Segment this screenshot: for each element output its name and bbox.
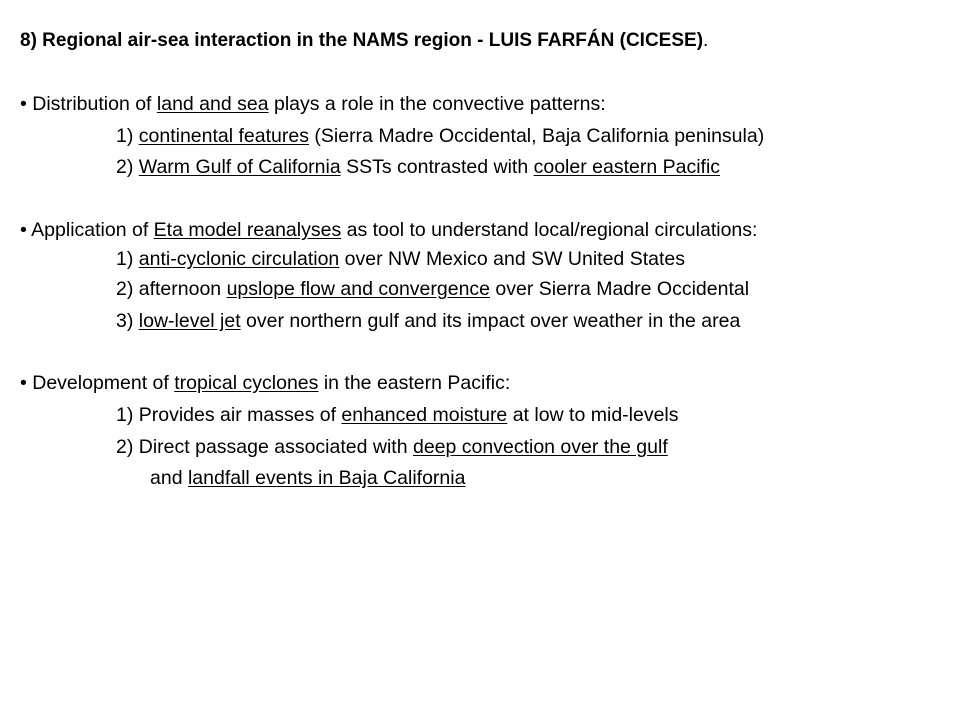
text-segment: and — [150, 467, 188, 489]
text-segment: 2) Direct passage associated with — [116, 436, 413, 458]
text-segment: as tool to understand local/regional circulations: — [341, 219, 758, 241]
item-landfall-events — [150, 466, 465, 490]
item-warm-gulf — [116, 155, 720, 179]
text-segment: over northern gulf and its impact over weather in the area — [240, 310, 741, 332]
underlined-phrase: low-level jet — [138, 310, 241, 332]
text-segment: SSTs contrasted with — [340, 156, 534, 178]
underlined-phrase: Eta model reanalyses — [153, 219, 342, 241]
text-segment: 2) afternoon — [116, 278, 227, 300]
text-segment: over NW Mexico and SW United States — [339, 248, 685, 270]
text-segment: 1) — [116, 125, 139, 147]
underlined-phrase: cooler eastern Pacific — [533, 156, 721, 178]
text-segment: plays a role in the convective patterns: — [268, 93, 606, 115]
text-segment: • Distribution of — [20, 93, 157, 115]
text-segment: 2) — [116, 156, 139, 178]
underlined-phrase: anti-cyclonic circulation — [138, 248, 340, 270]
slide-title-text: 8) Regional air-sea interaction in the NAMS region - LUIS FARFÁN (CICESE) — [20, 30, 704, 51]
item-low-level-jet — [116, 309, 740, 333]
item-deep-convection — [116, 435, 668, 459]
item-enhanced-moisture — [116, 403, 679, 427]
underlined-phrase: land and sea — [156, 93, 269, 115]
underlined-phrase: landfall events in Baja California — [187, 467, 466, 489]
bullet-eta-model — [20, 218, 757, 242]
slide-title-period: . — [703, 30, 709, 51]
bullet-tropical-cyclones — [20, 371, 510, 395]
underlined-phrase: deep convection over the gulf — [412, 436, 668, 458]
underlined-phrase: upslope flow and convergence — [226, 278, 491, 300]
text-segment: 1) — [116, 248, 139, 270]
slide-title — [20, 30, 708, 52]
text-segment: • Application of — [20, 219, 154, 241]
item-anticyclonic — [116, 247, 685, 271]
text-segment: (Sierra Madre Occidental, Baja California peninsula) — [308, 125, 765, 147]
underlined-phrase: enhanced moisture — [341, 404, 508, 426]
underlined-phrase: continental features — [138, 125, 309, 147]
text-segment: over Sierra Madre Occidental — [490, 278, 750, 300]
item-upslope-flow — [116, 277, 749, 301]
bullet-land-sea — [20, 92, 606, 116]
text-segment: in the eastern Pacific: — [318, 372, 511, 394]
text-segment: 1) Provides air masses of — [116, 404, 342, 426]
text-segment: at low to mid-levels — [507, 404, 679, 426]
text-segment: • Development of — [20, 372, 175, 394]
text-segment: 3) — [116, 310, 139, 332]
item-continental-features — [116, 124, 764, 148]
underlined-phrase: tropical cyclones — [174, 372, 319, 394]
underlined-phrase: Warm Gulf of California — [138, 156, 341, 178]
